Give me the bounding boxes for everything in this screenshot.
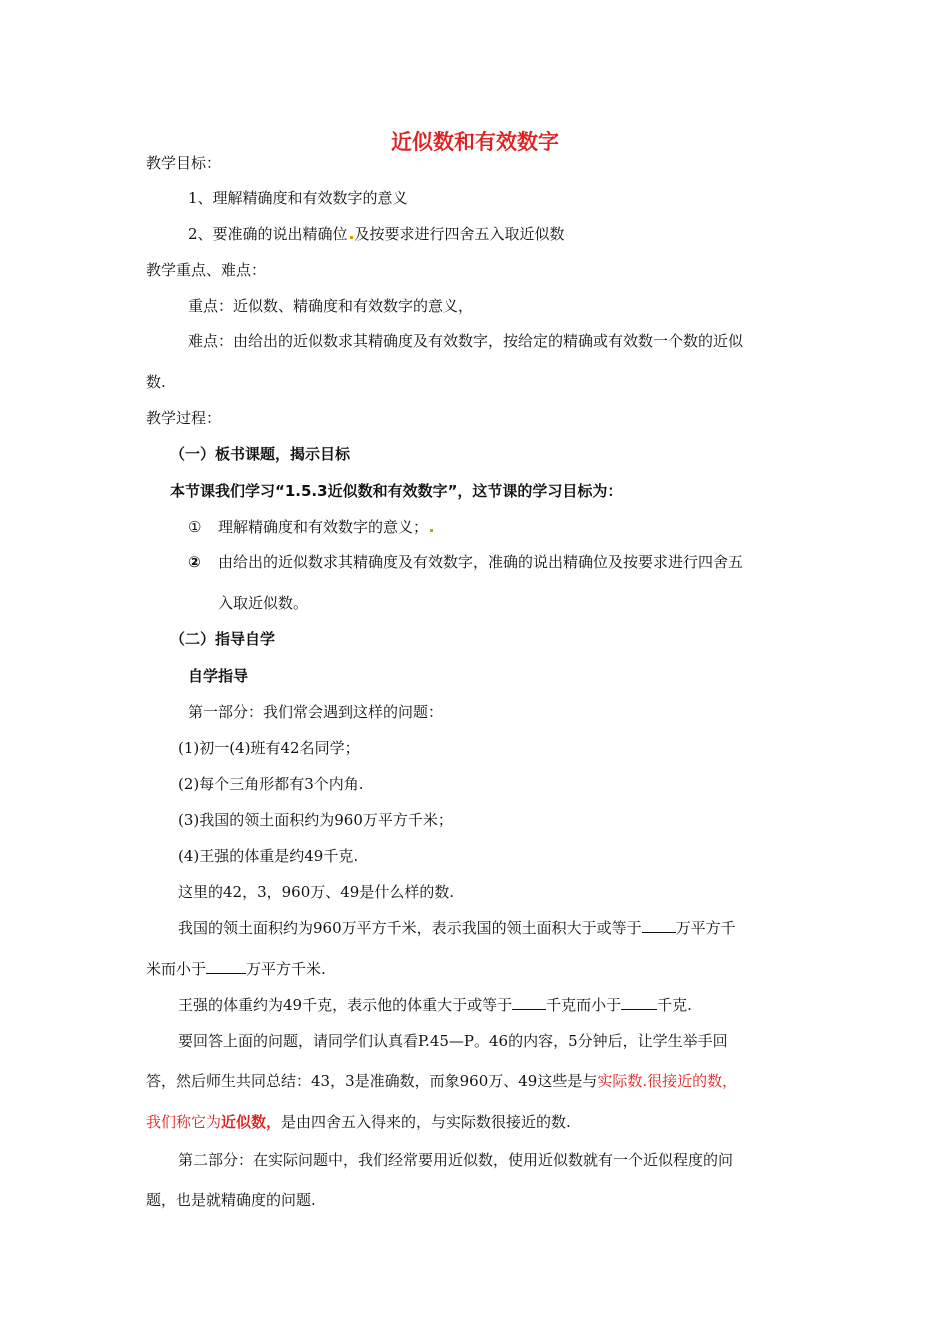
area-text-a: 我国的领土面积约为960万平方千米，表示我国的领土面积大于或等于 — [178, 919, 642, 937]
question-3: (3)我国的领土面积约为960万平方千米； — [178, 811, 453, 829]
answer-line-1: 要回答上面的问题，请同学们认真看P.45—P。46的内容，5分钟后，让学生举手回 — [178, 1032, 728, 1050]
blank-field — [206, 959, 246, 974]
goal-1: 1、理解精确度和有效数字的意义 — [188, 189, 408, 207]
objective-2-line-2: 入取近似数。 — [218, 594, 309, 612]
blank-field — [642, 918, 676, 933]
area-text-b: 万平方千 — [675, 919, 736, 937]
part-1-intro: 第一部分：我们常会遇到这样的问题： — [188, 703, 444, 721]
goal-2 — [188, 224, 565, 244]
area-text-d: 万平方千米. — [246, 960, 326, 978]
objective-2-text: 由给出的近似数求其精确度及有效数字，准确的说出精确位及按要求进行四舍五 — [218, 553, 744, 571]
keypoints-heading: 教学重点、难点： — [146, 261, 267, 279]
keypoint-line: 重点：近似数、精确度和有效数字的意义， — [188, 297, 474, 315]
objective-1-text: 理解精确度和有效数字的意义； — [218, 518, 429, 536]
answer-highlight-1: 实际数.很接近的数， — [597, 1072, 738, 1090]
section-1-heading: （一）板书课题，揭示目标 — [170, 445, 351, 463]
objective-2-line-1 — [188, 552, 743, 572]
objective-2-marker: ② — [188, 553, 201, 571]
marker-dot — [430, 529, 433, 532]
intro-line: 本节课我们学习“1.5.3近似数和有效数字”，这节课的学习目标为： — [170, 482, 623, 500]
difficulty-line-2: 数. — [146, 373, 166, 391]
weight-line — [178, 995, 692, 1015]
objective-1 — [188, 517, 435, 537]
goal-2-part-b: 及按要求进行四舍五入取近似数 — [354, 225, 565, 243]
blank-field — [621, 995, 657, 1010]
goal-2-part-a: 2、要准确的说出精确位 — [188, 225, 348, 243]
weight-text-b: 千克而小于 — [546, 996, 622, 1014]
part-2-line-2: 题，也是就精确度的问题. — [146, 1191, 316, 1209]
blank-field — [512, 995, 546, 1010]
objective-1-marker: ① — [188, 518, 202, 536]
self-study-heading: 自学指导 — [188, 667, 249, 685]
page-title: 近似数和有效数字 — [391, 130, 559, 154]
weight-text-a: 王强的体重约为49千克，表示他的体重大于或等于 — [178, 996, 513, 1014]
answer-highlight-2: 我们称它为 — [146, 1113, 222, 1131]
answer-keyword: 近似数， — [221, 1113, 282, 1131]
question-5: 这里的42，3，960万、49是什么样的数. — [178, 883, 455, 901]
answer-text-b: 是由四舍五入得来的，与实际数很接近的数. — [281, 1113, 571, 1131]
weight-text-c: 千克. — [657, 996, 692, 1014]
question-1: (1)初一(4)班有42名同学； — [178, 739, 360, 757]
question-2: (2)每个三角形都有3个内角. — [178, 775, 364, 793]
goals-heading: 教学目标： — [146, 154, 222, 172]
answer-text-a: 答，然后师生共同总结：43，3是准确数，而象960万、49这些是与 — [146, 1072, 598, 1090]
area-line-1 — [178, 918, 736, 938]
question-4: (4)王强的体重是约49千克. — [178, 847, 359, 865]
process-heading: 教学过程： — [146, 409, 222, 427]
part-2-line-1: 第二部分：在实际问题中，我们经常要用近似数，使用近似数就有一个近似程度的问 — [178, 1151, 734, 1169]
answer-line-3 — [146, 1112, 571, 1132]
area-line-2 — [146, 959, 326, 979]
section-2-heading: （二）指导自学 — [170, 630, 276, 648]
difficulty-line-1: 难点：由给出的近似数求其精确度及有效数字，按给定的精确或有效数一个数的近似 — [188, 332, 744, 350]
answer-line-2 — [146, 1071, 737, 1091]
area-text-c: 米而小于 — [146, 960, 207, 978]
marker-dot — [350, 236, 353, 239]
